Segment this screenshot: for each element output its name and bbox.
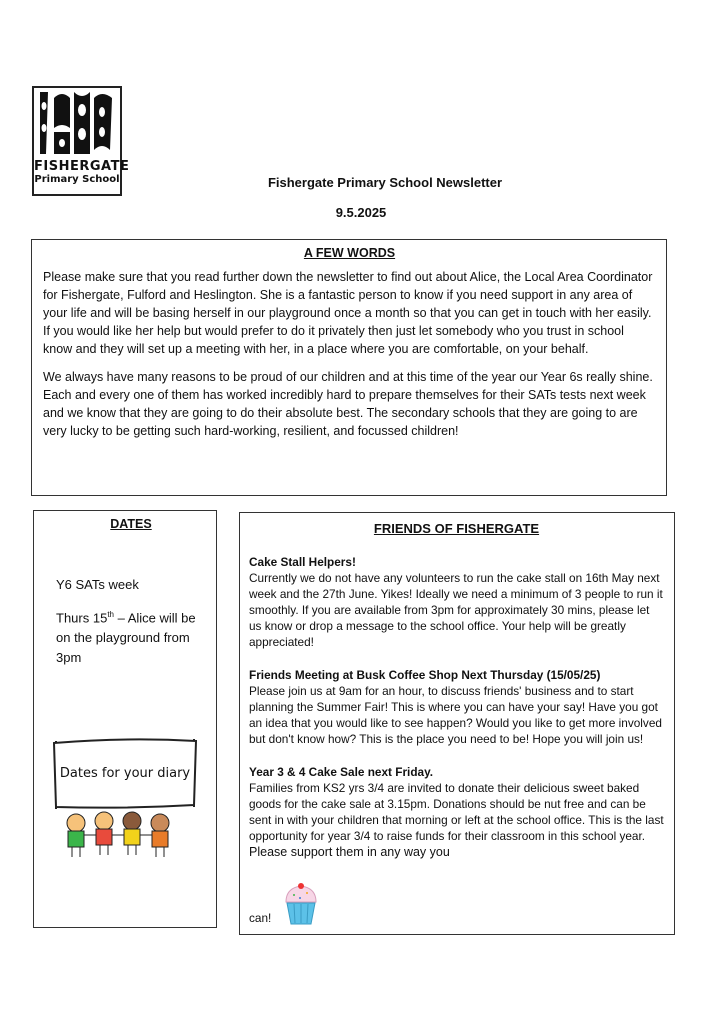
section-title: Cake Stall Helpers! [249, 555, 356, 569]
friends-section-cake-sale [249, 764, 664, 860]
friends-closing: can! [249, 911, 272, 925]
logo-emblem-icon [34, 88, 120, 158]
dates-box [33, 510, 217, 928]
dates-heading: DATES [110, 517, 152, 531]
newsletter-title: Fishergate Primary School Newsletter [267, 175, 503, 190]
friends-section-cake-stall [249, 554, 664, 650]
friends-section-meeting [249, 667, 664, 747]
dates-item-alice [56, 605, 206, 668]
section-body: Currently we do not have any volunteers to run the cake stall on 16th May next week and the 27th June. Yikes! Ideally we need a minimum of 3 people to run it smoothly. If you are available from 3pm for approximately 30 mins, please let us know or drop a message to the school office. Your help will be greatly appreciated! [249, 571, 663, 649]
dates-item-alice-sup: th [107, 610, 114, 619]
dates-item-sats: Y6 SATs week [56, 577, 139, 592]
friends-box [239, 512, 675, 935]
newsletter-date: 9.5.2025 [335, 205, 387, 220]
dates-diary-illustration [48, 735, 198, 859]
section-title: Year 3 & 4 Cake Sale next Friday. [249, 765, 434, 779]
cupcake-icon [282, 882, 320, 926]
a-few-words-heading: A FEW WORDS [303, 246, 396, 260]
logo-subtitle: Primary School [34, 174, 120, 185]
logo-name: FISHERGATE [34, 159, 130, 174]
a-few-words-paragraph-2: We always have many reasons to be proud of our children and at this time of the year our Year 6s really shine. Each and every one of them has worked incredibly hard to prepare themselves for their SATs tests next week and we know that they are going to do their absolute best. The secondary schools that they are going to are very lucky to be getting such hard-working, resilient, and focussed children! [43, 370, 653, 438]
section-body-tail: Please support them in any way you [249, 845, 450, 859]
section-body: Families from KS2 yrs 3/4 are invited to donate their delicious sweet baked goods for the cake sale at 3.15pm. Donations should be nut free and can be sent in with your children that morning or left at the school office. This is the last opportunity for year 3/4 to raise funds for their classroom in this school year. [249, 781, 664, 843]
school-logo [32, 86, 130, 196]
friends-heading: FRIENDS OF FISHERGATE [373, 521, 540, 536]
dates-item-alice-prefix: Thurs 15 [56, 610, 108, 626]
children-drawing-icon [67, 812, 169, 857]
section-title: Friends Meeting at Busk Coffee Shop Next Thursday (15/05/25) [249, 668, 601, 682]
section-body: Please join us at 9am for an hour, to discuss friends' business and to start planning the Summer Fair! This is where you can have your say! Have you got an idea that you would like to see happen? Would you like to get more involved but don't know how? This is the place you need to be! Hope you will join us! [249, 684, 662, 746]
a-few-words-box [31, 239, 667, 496]
dates-item-alice-suffix: – Alice will be on the playground from 3pm [56, 610, 196, 666]
diary-caption: Dates for your diary [59, 766, 191, 781]
a-few-words-paragraph-1: Please make sure that you read further down the newsletter to find out about Alice, the Local Area Coordinator for Fishergate, Fulford and Heslington. She is a fantastic person to know if you need support in any area of your life and will be basing herself in our playground once a month so that you can get in touch with her easily. If you would like her help but would prefer to do it privately then just let somebody who you trust in school know and they will set up a meeting with her, in a place where you are comfortable, on your behalf. [43, 270, 653, 356]
